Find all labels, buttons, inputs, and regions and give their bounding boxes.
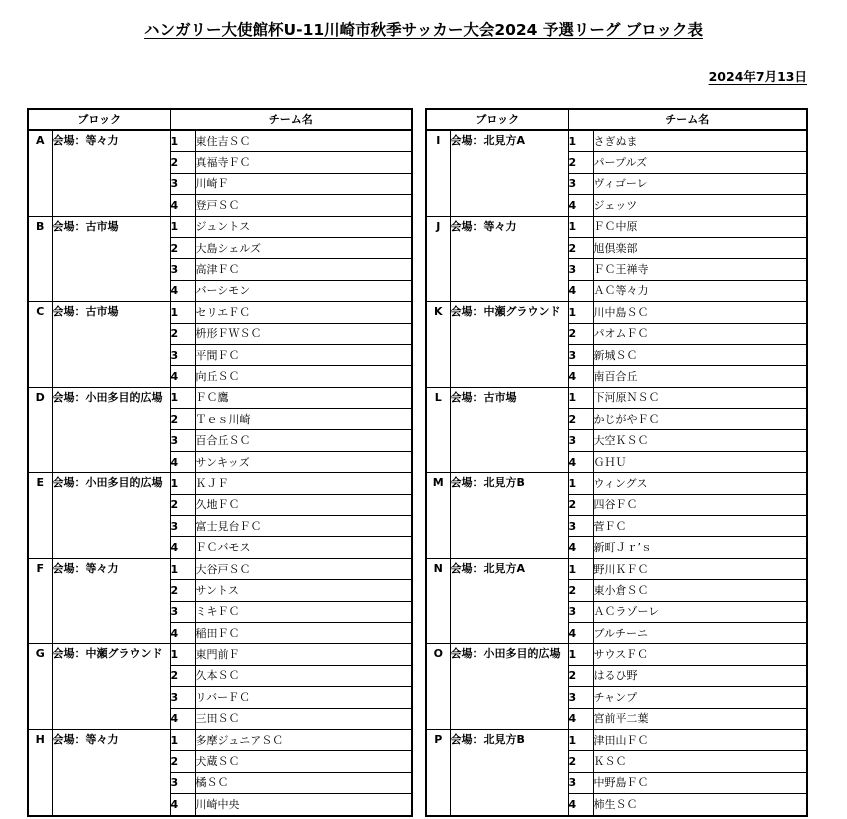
team-name: ウィングス (593, 473, 807, 494)
team-number: 3 (170, 772, 195, 793)
team-name: ＧＨＵ (593, 451, 807, 472)
team-number: 1 (568, 473, 593, 494)
team-name: サントス (195, 580, 412, 601)
table-row (28, 130, 412, 152)
team-number: 3 (568, 687, 593, 708)
block-venue: 会場：小田多目的広場 (52, 387, 170, 473)
team-number: 2 (568, 409, 593, 430)
table-row (426, 302, 807, 323)
block-venue: 会場：小田多目的広場 (450, 644, 568, 730)
team-number: 3 (568, 601, 593, 622)
team-number: 1 (170, 473, 195, 494)
team-name: 枡形ＦＷＳＣ (195, 323, 412, 344)
team-name: ＦＣバモス (195, 537, 412, 558)
team-number: 3 (568, 173, 593, 194)
block-venue: 会場：北見方A (450, 130, 568, 216)
table-row (28, 558, 412, 579)
block-letter: B (28, 216, 52, 302)
team-number: 3 (568, 430, 593, 451)
league-table-right (425, 108, 808, 817)
team-name: 東小倉ＳＣ (593, 580, 807, 601)
team-name: 新町Ｊｒ’ｓ (593, 537, 807, 558)
team-number: 4 (568, 280, 593, 301)
team-name: 川崎Ｆ (195, 173, 412, 194)
team-name: パープルズ (593, 152, 807, 173)
block-venue: 会場：等々力 (52, 558, 170, 644)
team-name: 三田ＳＣ (195, 708, 412, 729)
team-number: 3 (170, 601, 195, 622)
team-name: はるひ野 (593, 665, 807, 686)
team-number: 1 (568, 558, 593, 579)
team-number: 3 (170, 344, 195, 365)
table-row (426, 558, 807, 579)
block-venue: 会場：小田多目的広場 (52, 473, 170, 559)
team-number: 2 (170, 665, 195, 686)
block-letter: M (426, 473, 450, 559)
team-name: チャンプ (593, 687, 807, 708)
block-letter: F (28, 558, 52, 644)
team-number: 2 (568, 152, 593, 173)
team-name: 久地ＦＣ (195, 494, 412, 515)
team-name: 富士見台ＦＣ (195, 516, 412, 537)
team-number: 4 (568, 708, 593, 729)
team-name: 宮前平二葉 (593, 708, 807, 729)
date-label: 2024年7月13日 (708, 69, 807, 84)
team-name: 久本ＳＣ (195, 665, 412, 686)
table-row (28, 216, 412, 237)
block-header: ブロック (28, 109, 170, 130)
table-row (28, 387, 412, 408)
block-venue: 会場：中瀬グラウンド (52, 644, 170, 730)
team-name: 大空ＫＳＣ (593, 430, 807, 451)
block-letter: A (28, 130, 52, 216)
block-venue: 会場：等々力 (450, 216, 568, 302)
team-number: 4 (170, 537, 195, 558)
block-venue: 会場：古市場 (52, 302, 170, 388)
block-venue: 会場：北見方A (450, 558, 568, 644)
team-name: 旭倶楽部 (593, 237, 807, 258)
block-letter: P (426, 729, 450, 815)
team-number: 2 (170, 409, 195, 430)
team-number: 2 (568, 665, 593, 686)
team-number: 2 (568, 494, 593, 515)
team-number: 1 (568, 729, 593, 750)
team-name-header: チーム名 (170, 109, 412, 130)
table-row (28, 473, 412, 494)
table-row (426, 216, 807, 237)
team-number: 2 (170, 152, 195, 173)
team-name: 平間ＦＣ (195, 344, 412, 365)
team-number: 2 (170, 494, 195, 515)
team-name: ミキＦＣ (195, 601, 412, 622)
team-name: リバーＦＣ (195, 687, 412, 708)
team-number: 3 (170, 430, 195, 451)
team-number: 1 (170, 558, 195, 579)
team-name: Ｔｅｓ川崎 (195, 409, 412, 430)
table-header (28, 109, 412, 130)
team-name: 橘ＳＣ (195, 772, 412, 793)
team-name: 川中島ＳＣ (593, 302, 807, 323)
team-name: 百合丘ＳＣ (195, 430, 412, 451)
team-name: セリエＦＣ (195, 302, 412, 323)
team-name: 菅ＦＣ (593, 516, 807, 537)
team-name: サウスＦＣ (593, 644, 807, 665)
block-venue: 会場：古市場 (52, 216, 170, 302)
team-number: 2 (170, 323, 195, 344)
team-name: ジュントス (195, 216, 412, 237)
team-number: 1 (568, 387, 593, 408)
block-letter: D (28, 387, 52, 473)
team-name: ＦＣ王禅寺 (593, 259, 807, 280)
team-name: 稲田ＦＣ (195, 622, 412, 643)
team-name: 多摩ジュニアＳＣ (195, 729, 412, 750)
team-number: 4 (170, 366, 195, 387)
team-number: 4 (568, 537, 593, 558)
team-number: 3 (170, 687, 195, 708)
team-number: 3 (568, 344, 593, 365)
team-number: 1 (170, 302, 195, 323)
block-venue: 会場：等々力 (52, 729, 170, 815)
team-number: 4 (568, 794, 593, 816)
table-header (426, 109, 807, 130)
team-number: 1 (170, 644, 195, 665)
block-venue: 会場：北見方B (450, 729, 568, 815)
team-name-header: チーム名 (568, 109, 807, 130)
team-number: 4 (170, 794, 195, 816)
team-number: 4 (568, 366, 593, 387)
team-name: さぎぬま (593, 130, 807, 152)
block-letter: L (426, 387, 450, 473)
team-number: 3 (170, 516, 195, 537)
team-number: 3 (568, 772, 593, 793)
table-row (426, 644, 807, 665)
team-number: 2 (170, 580, 195, 601)
team-number: 2 (568, 237, 593, 258)
team-name: サンキッズ (195, 451, 412, 472)
team-name: 新城ＳＣ (593, 344, 807, 365)
block-venue: 会場：等々力 (52, 130, 170, 216)
team-name: 大谷戸ＳＣ (195, 558, 412, 579)
block-venue: 会場：中瀬グラウンド (450, 302, 568, 388)
team-number: 4 (170, 622, 195, 643)
team-number: 1 (568, 130, 593, 152)
team-name: 大島シェルズ (195, 237, 412, 258)
table-row (426, 387, 807, 408)
block-letter: K (426, 302, 450, 388)
team-number: 1 (568, 302, 593, 323)
team-number: 1 (170, 729, 195, 750)
team-number: 3 (170, 173, 195, 194)
team-number: 3 (170, 259, 195, 280)
team-name: 登戸ＳＣ (195, 195, 412, 216)
block-venue: 会場：古市場 (450, 387, 568, 473)
team-name: 津田山ＦＣ (593, 729, 807, 750)
team-number: 4 (568, 195, 593, 216)
block-letter: G (28, 644, 52, 730)
table-row (28, 644, 412, 665)
team-name: 中野島ＦＣ (593, 772, 807, 793)
team-name: 南百合丘 (593, 366, 807, 387)
team-number: 4 (568, 451, 593, 472)
team-number: 1 (568, 644, 593, 665)
team-number: 2 (568, 751, 593, 772)
team-number: 2 (568, 323, 593, 344)
team-name: ＡＣ等々力 (593, 280, 807, 301)
team-name: ＫＳＣ (593, 751, 807, 772)
table-row (28, 729, 412, 750)
table-row (426, 473, 807, 494)
block-letter: H (28, 729, 52, 815)
team-number: 2 (170, 237, 195, 258)
table-row (426, 130, 807, 152)
team-name: バーシモン (195, 280, 412, 301)
block-letter: J (426, 216, 450, 302)
team-name: 向丘ＳＣ (195, 366, 412, 387)
block-letter: N (426, 558, 450, 644)
block-letter: C (28, 302, 52, 388)
table-row (426, 729, 807, 750)
league-table-left (27, 108, 413, 817)
team-number: 2 (170, 751, 195, 772)
team-name: ブルチーニ (593, 622, 807, 643)
team-name: 高津ＦＣ (195, 259, 412, 280)
team-name: 野川ＫＦＣ (593, 558, 807, 579)
team-name: ＫＪＦ (195, 473, 412, 494)
team-name: かじがやＦＣ (593, 409, 807, 430)
team-name: 川崎中央 (195, 794, 412, 816)
block-letter: I (426, 130, 450, 216)
team-name: ＦＣ鷹 (195, 387, 412, 408)
team-name: 犬蔵ＳＣ (195, 751, 412, 772)
team-name: 四谷ＦＣ (593, 494, 807, 515)
team-number: 1 (170, 387, 195, 408)
team-name: 東住吉ＳＣ (195, 130, 412, 152)
team-name: 真福寺ＦＣ (195, 152, 412, 173)
team-number: 2 (568, 580, 593, 601)
team-number: 3 (568, 259, 593, 280)
block-venue: 会場：北見方B (450, 473, 568, 559)
team-name: 柿生ＳＣ (593, 794, 807, 816)
team-name: 下河原ＮＳＣ (593, 387, 807, 408)
block-header: ブロック (426, 109, 568, 130)
team-name: ジェッツ (593, 195, 807, 216)
team-number: 4 (170, 451, 195, 472)
block-letter: E (28, 473, 52, 559)
team-number: 4 (170, 195, 195, 216)
team-number: 4 (568, 622, 593, 643)
table-row (28, 302, 412, 323)
team-number: 4 (170, 280, 195, 301)
team-number: 1 (568, 216, 593, 237)
team-name: ヴィゴーレ (593, 173, 807, 194)
page-title: ハンガリー大使館杯U-11川崎市秋季サッカー大会2024 予選リーグ ブロック表 (144, 21, 703, 39)
team-number: 1 (170, 130, 195, 152)
team-name: ＡＣラゾーレ (593, 601, 807, 622)
block-letter: O (426, 644, 450, 730)
team-name: ＦＣ中原 (593, 216, 807, 237)
team-number: 1 (170, 216, 195, 237)
team-number: 4 (170, 708, 195, 729)
team-number: 3 (568, 516, 593, 537)
team-name: パオムＦＣ (593, 323, 807, 344)
team-name: 東門前Ｆ (195, 644, 412, 665)
